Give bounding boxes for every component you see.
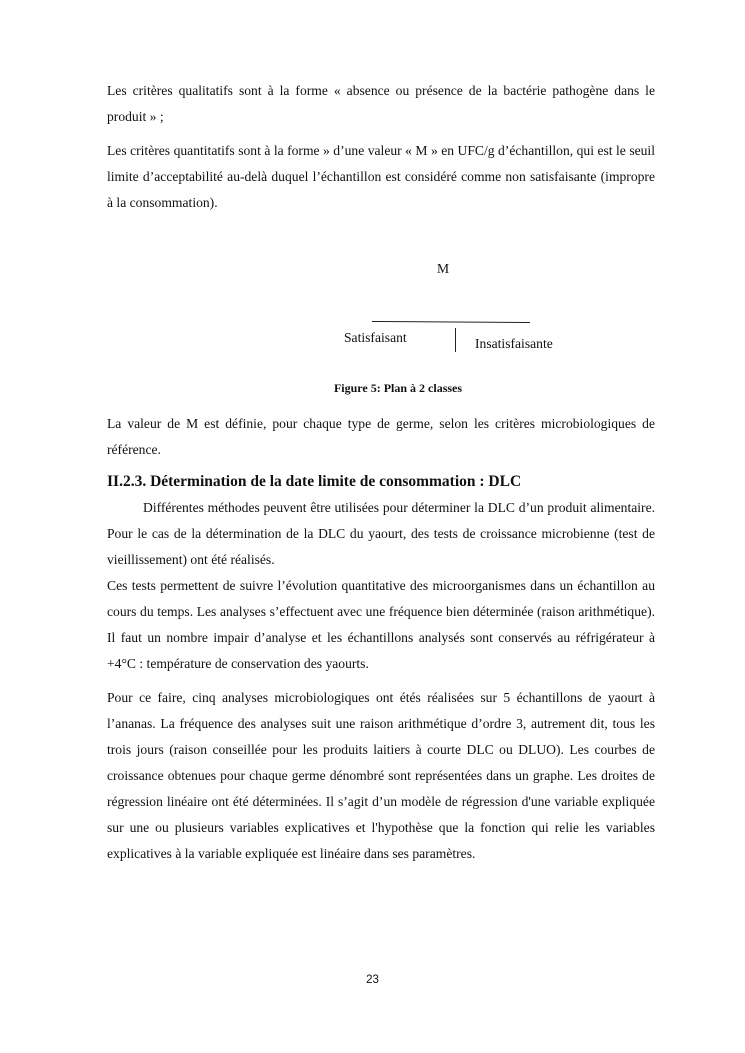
analyses-paragraph: Pour ce faire, cinq analyses microbiologiques ont étés réalisées sur 5 échantillons de yaourt à l’ananas. La fréquence des analyses suit une raison arithmétique d’ordre 3, autrement dit, tous les trois jours (raison conseillée pour les produits laitiers à courte DLC ou DLUO). Les courbes de croissance obtenues pour chaque germe dénombré sont représentées dans un graphe. Les droites de régression linéaire ont été déterminées. Il s’agit d’un modèle de régression d'une variable expliquée sur une ou plusieurs variables explicatives et l'hypothèse que la fonction qui relie les variables explicatives à la variable expliquée est linéaire dans ses paramètres. — [107, 690, 655, 861]
tests-paragraph: Ces tests permettent de suivre l’évolution quantitative des microorganismes dans un échantillon au cours du temps. Les analyses s’effectuent avec une fréquence bien déterminée (raison arithmétique). Il faut un nombre impair d’analyse et les échantillons analysés sont conservés au réfrigérateur à +4°C : température de conservation des yaourts. — [107, 578, 655, 671]
page-number: 23 — [366, 974, 379, 986]
threshold-tick — [455, 328, 456, 352]
figure-caption: Figure 5: Plan à 2 classes — [333, 381, 463, 395]
document-page — [107, 78, 655, 867]
section-heading: II.2.3. Détermination de la date limite de consommation : DLC — [107, 473, 522, 490]
methods-paragraph: Différentes méthodes peuvent être utilisées pour déterminer la DLC d’un produit alimentaire. Pour le cas de la détermination de la DLC du yaourt, des tests de croissance microbienne (test de vieillissement) ont été réalisés. — [107, 500, 655, 567]
two-class-plan-figure — [107, 216, 655, 411]
threshold-m-label: M — [437, 261, 450, 276]
scale-line — [372, 321, 530, 323]
satisfactory-label: Satisfaisant — [344, 330, 407, 345]
qualitative-criteria-paragraph: Les critères qualitatifs sont à la forme « absence ou présence de la bactérie pathogène dans le produit » ; — [107, 83, 655, 124]
quantitative-criteria-paragraph: Les critères quantitatifs sont à la forme » d’une valeur « M » en UFC/g d’échantillon, qui est le seuil limite d’acceptabilité au-delà duquel l’échantillon est considéré comme non satisfaisante (impropre à la consommation). — [107, 143, 655, 210]
unsatisfactory-label: Insatisfaisante — [475, 336, 553, 351]
m-value-paragraph: La valeur de M est définie, pour chaque type de germe, selon les critères microbiologiques de référence. — [107, 416, 655, 457]
